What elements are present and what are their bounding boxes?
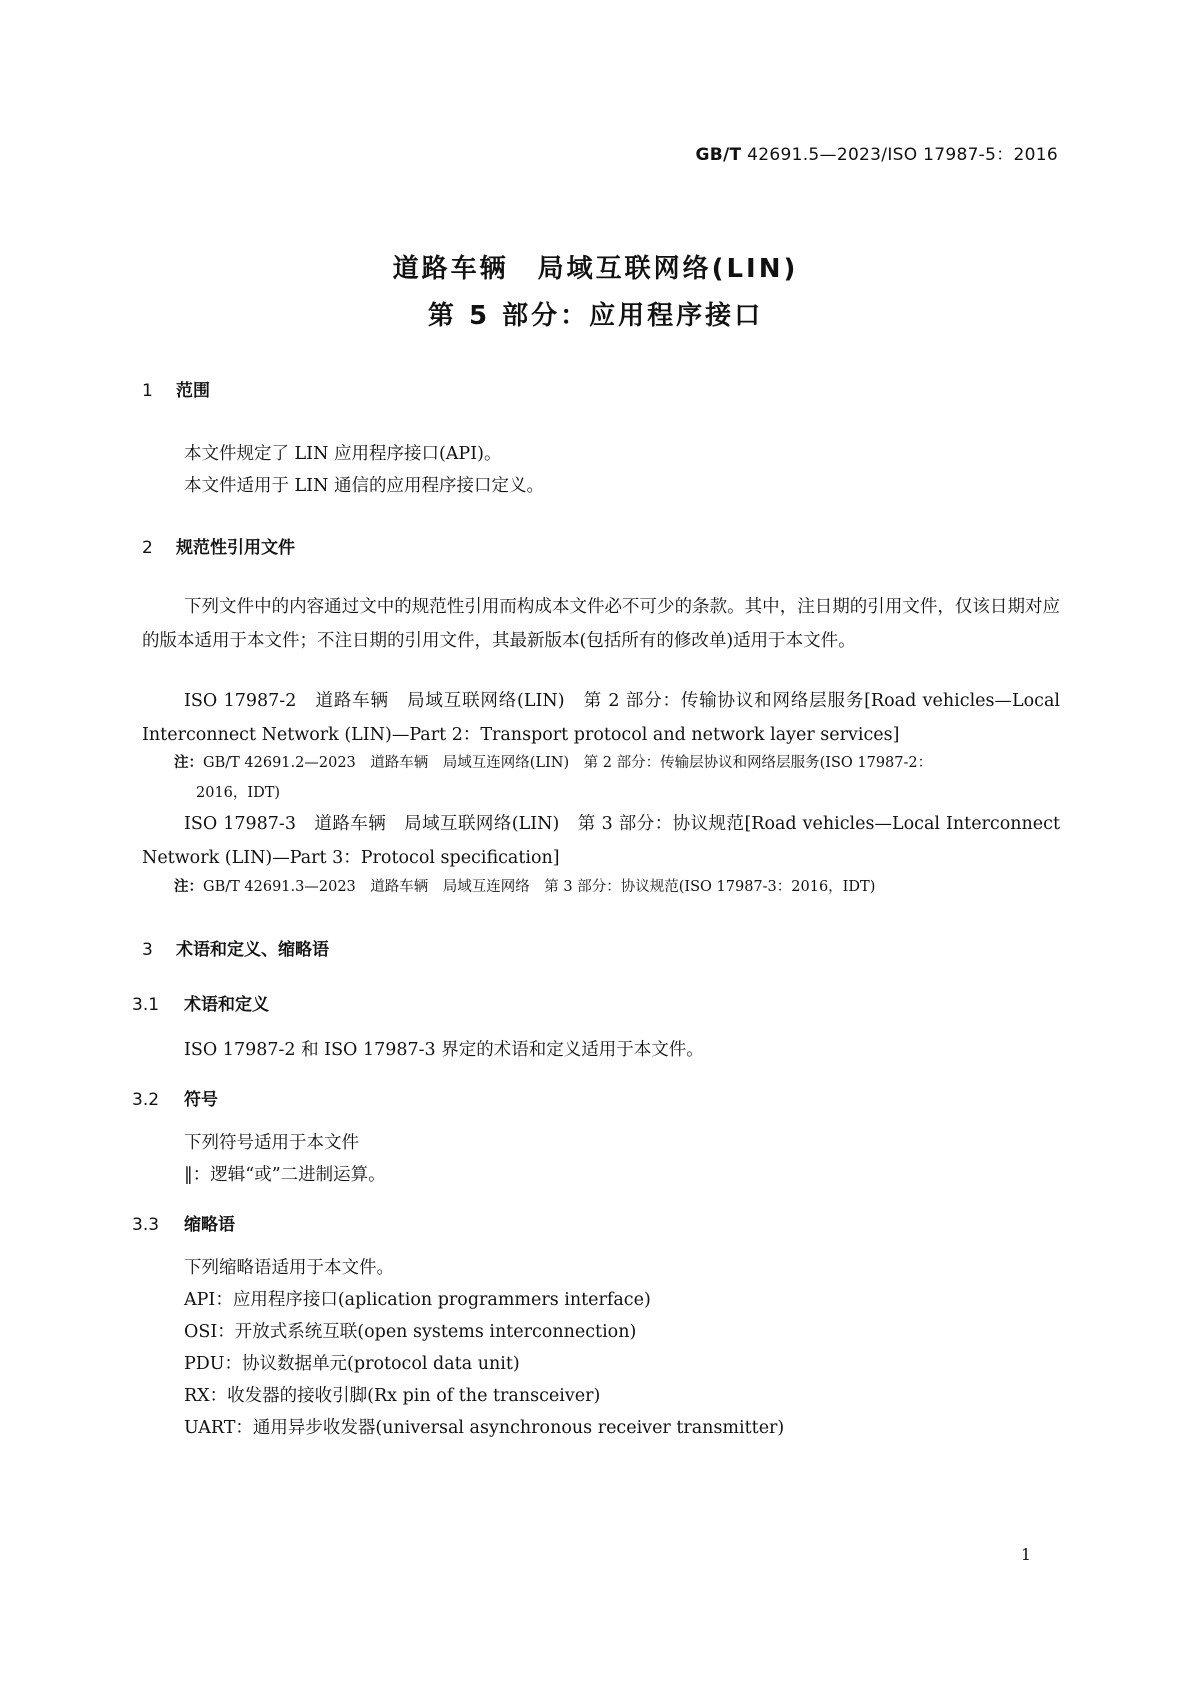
- section-3-2-heading: [132, 1085, 218, 1110]
- section-3-2-number: 3.2: [132, 1090, 160, 1110]
- section-3-title: 术语和定义、缩略语: [176, 940, 329, 960]
- section-3-number: 3: [142, 940, 153, 960]
- abbreviation-pdu: PDU：协议数据单元(protocol data unit): [184, 1354, 520, 1374]
- section-1-number: 1: [142, 381, 153, 401]
- abbreviation-api: API：应用程序接口(aplication programmers interface): [184, 1290, 651, 1310]
- reference-1-note-cont: 2016，IDT): [196, 785, 281, 801]
- section-3-1-title: 术语和定义: [184, 995, 269, 1015]
- scope-paragraph-1: 本文件规定了 LIN 应用程序接口(API)。: [184, 444, 502, 464]
- abbreviation-uart: UART：通用异步收发器(universal asynchronous receiver transmitter): [184, 1418, 785, 1438]
- section-3-2-title: 符号: [184, 1090, 218, 1110]
- note-label: 注：: [174, 879, 203, 895]
- note-1-line-1: GB/T 42691.2—2023 道路车辆 局域互连网络(LIN) 第 2 部分：传输层协议和网络层服务(ISO 17987-2：: [203, 755, 933, 771]
- note-2-text: GB/T 42691.3—2023 道路车辆 局域互连网络 第 3 部分：协议规范(ISO 17987-3：2016，IDT): [203, 879, 876, 895]
- reference-1-note: [174, 751, 932, 772]
- note-label: 注：: [174, 755, 203, 771]
- section-3-3-number: 3.3: [132, 1215, 160, 1235]
- section-1-title: 范围: [176, 381, 210, 401]
- standard-code-prefix: GB/T: [695, 145, 742, 165]
- section-3-3-title: 缩略语: [184, 1215, 235, 1235]
- section-2-title: 规范性引用文件: [176, 538, 295, 558]
- reference-2-text: ISO 17987-3 道路车辆 局域互联网络(LIN) 第 3 部分：协议规范[Road vehicles—Local Interconnect Network (LIN)—Part 3：Protocol specification]: [142, 814, 1060, 868]
- reference-iso-17987-3: [142, 807, 1060, 875]
- section-3-1-heading: [132, 990, 269, 1015]
- reference-2-note: [174, 875, 875, 896]
- section-3-3-heading: [132, 1210, 235, 1235]
- section-3-heading: [142, 935, 329, 960]
- scope-paragraph-2: 本文件适用于 LIN 通信的应用程序接口定义。: [184, 476, 544, 496]
- document-title-line2: 第 5 部分：应用程序接口: [427, 301, 764, 331]
- standard-code-header: [695, 140, 1058, 165]
- page-number: 1: [1020, 1545, 1031, 1564]
- symbols-intro: 下列符号适用于本文件: [184, 1133, 359, 1153]
- abbreviation-rx: RX：收发器的接收引脚(Rx pin of the transceiver): [184, 1386, 601, 1406]
- section-1-heading: [142, 376, 210, 401]
- terms-paragraph: ISO 17987-2 和 ISO 17987-3 界定的术语和定义适用于本文件。: [184, 1040, 704, 1060]
- standard-code-number: 42691.5—2023/ISO 17987-5：2016: [747, 145, 1058, 165]
- reference-1-text: ISO 17987-2 道路车辆 局域互联网络(LIN) 第 2 部分：传输协议和网络层服务[Road vehicles—Local Interconnect Network (LIN)—Part 2：Transport protocol and network layer services]: [142, 691, 1060, 745]
- symbol-or: ‖：逻辑“或”二进制运算。: [184, 1165, 386, 1185]
- document-title-line1: 道路车辆 局域互联网络(LIN): [392, 254, 799, 284]
- section-2-heading: [142, 533, 295, 558]
- reference-iso-17987-2: [142, 684, 1060, 752]
- references-intro-text: 下列文件中的内容通过文中的规范性引用而构成本文件必不可少的条款。其中，注日期的引用文件，仅该日期对应的版本适用于本文件；不注日期的引用文件，其最新版本(包括所有的修改单)适用于本文件。: [142, 597, 1060, 651]
- abbreviations-intro: 下列缩略语适用于本文件。: [184, 1258, 394, 1278]
- section-3-1-number: 3.1: [132, 995, 160, 1015]
- section-2-number: 2: [142, 538, 153, 558]
- references-intro-paragraph: [142, 590, 1060, 658]
- abbreviation-osi: OSI：开放式系统互联(open systems interconnection): [184, 1322, 637, 1342]
